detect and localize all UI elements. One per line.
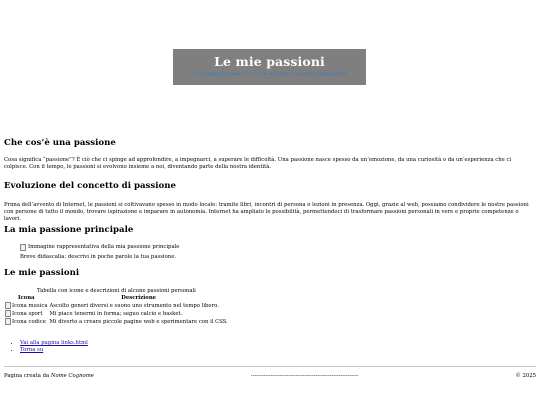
table-caption: Tabella con icone e descrizioni di alcune passioni personali [36, 288, 196, 294]
section-list [4, 268, 79, 279]
table-row [4, 302, 229, 310]
passions-table [4, 288, 229, 326]
icon-cell [4, 310, 48, 318]
column-header-description: Descrizione [121, 295, 157, 301]
nav-links [4, 340, 88, 354]
section-main [4, 225, 133, 236]
back-to-top-link[interactable]: Torna su [20, 347, 44, 353]
main-image [20, 244, 179, 251]
icon-alt-text: Icona sport [12, 311, 43, 317]
section-heading: Evoluzione del concetto di passione [4, 181, 176, 191]
list-item [20, 340, 88, 347]
icon-cell [4, 302, 48, 310]
figure-caption: Breve didascalia: descrivi in poche parole la tua passione. [20, 254, 177, 260]
footer-author: Nome Cognome [50, 373, 94, 379]
table-row [4, 318, 229, 326]
icon-cell [4, 318, 48, 326]
page-title: Le mie passioni [214, 54, 325, 69]
links-page-link[interactable]: Vai alla pagina links.html [20, 340, 88, 346]
sport-icon [5, 310, 11, 317]
list-item [20, 347, 88, 354]
page-footer [4, 366, 536, 380]
table-row [4, 310, 229, 318]
column-header-icon: Icona [17, 295, 35, 301]
code-icon [5, 318, 11, 325]
footer-copyright: © 2025 [515, 373, 536, 379]
table-header-row [4, 295, 229, 302]
hero-banner [173, 49, 366, 85]
image-alt-text: Immagine rappresentativa della mia passione principale [28, 244, 180, 250]
footer-prefix: Pagina creata da [4, 373, 51, 379]
main-figure [20, 244, 179, 261]
description-cell: Ascolto generi diversi e suono uno strumento nel tempo libero. [49, 302, 219, 309]
page-subtitle: Un viaggio personale tra ciò che mi ispira e mi motiva ogni giorno [192, 72, 347, 77]
music-icon [5, 302, 11, 309]
section-text: Prima dell’avvento di Internet, le passioni si coltivavano spesso in modo locale: tramite libri, incontri di persona o lezioni in presenza. Oggi, grazie al web, possiamo condividere le nostre passioni con persone di tutto il mondo, trovare ispirazione e imparare in autonomia. Internet ha ampliato le possibilità, permettendoci di trasformare passioni personali in vere e proprie competenze o lavori. [4, 202, 529, 222]
footer-credit [4, 373, 94, 380]
description-cell: Mi piace tenermi in forma; seguo calcio e basket. [49, 310, 183, 317]
icon-alt-text: Icona musica [12, 303, 48, 309]
section-heading: Che cos’è una passione [4, 138, 116, 148]
description-cell: Mi diverto a creare piccole pagine web e sperimentare con il CSS. [49, 318, 228, 325]
section-heading: La mia passione principale [4, 225, 134, 235]
section-heading: Le mie passioni [4, 268, 80, 278]
footer-divider-text: ------------------------------------------------------------ [251, 373, 359, 379]
section-evolution [4, 181, 536, 223]
section-text: Cosa significa “passione”? È ciò che ci spinge ad approfondire, a impegnarci, a superare le difficoltà. Una passione nasce spesso da un’emozione, da una curiosità o da un’esperienza che ci colpisce. Con il tempo, le passioni si evolvono insieme a noi, diventando parte della nostra identità. [4, 157, 512, 170]
icon-alt-text: Icona codice [12, 319, 46, 325]
section-what [4, 138, 536, 171]
broken-image-icon [20, 244, 26, 251]
